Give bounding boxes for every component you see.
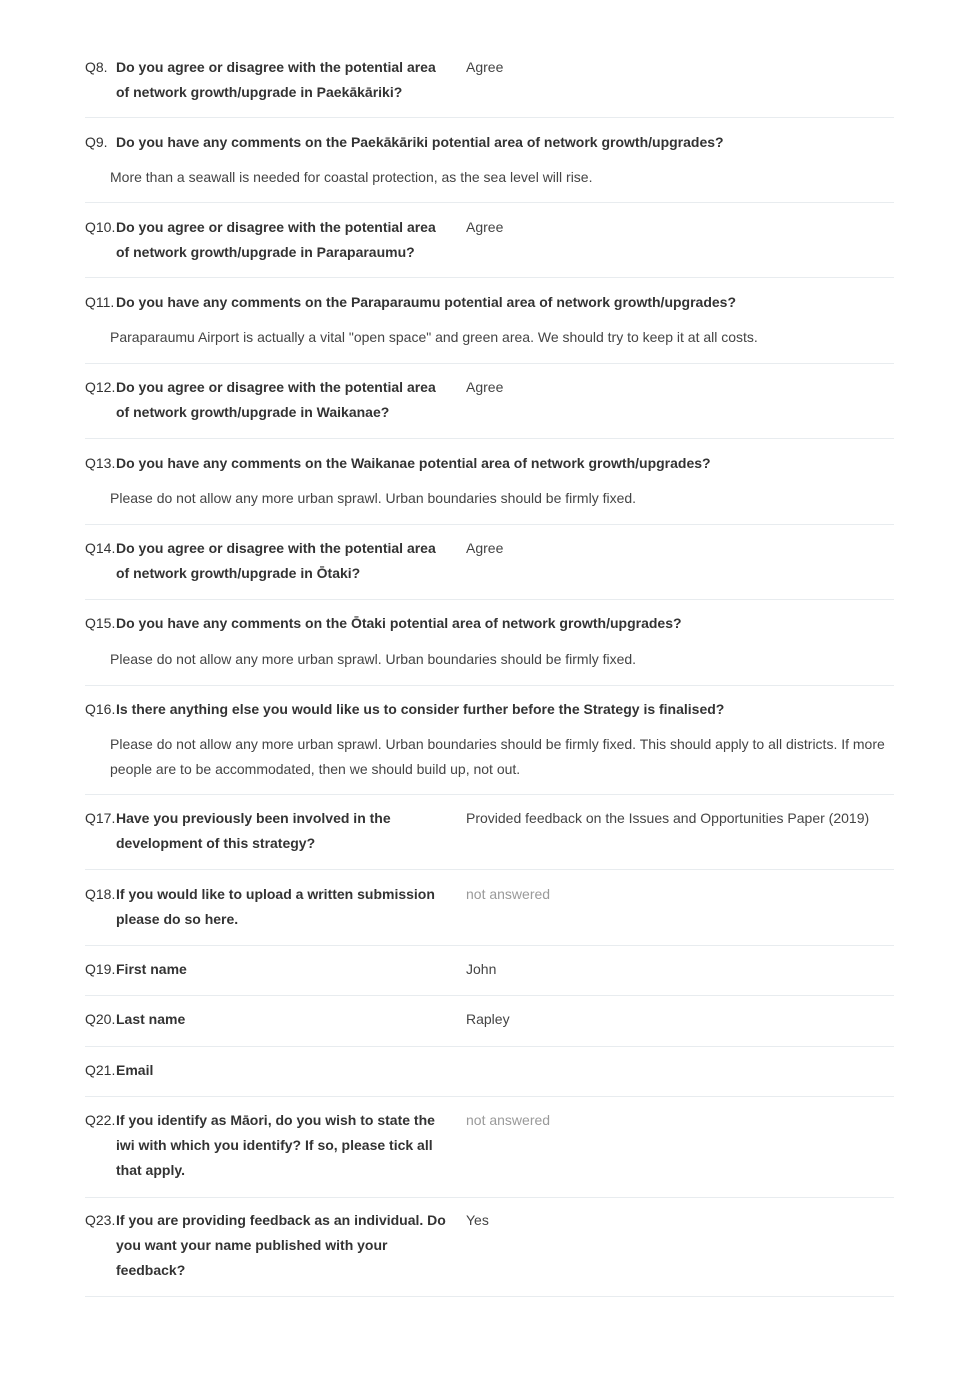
answer-value: John: [466, 961, 497, 977]
answer-value: Agree: [466, 59, 504, 75]
question-number: Q12.: [85, 379, 116, 395]
question-number: Q15.: [85, 615, 116, 631]
answer-comment: Please do not allow any more urban sprawl. Urban boundaries should be firmly fixed.: [110, 490, 637, 506]
question-q13: [85, 451, 894, 525]
question-q11: [85, 290, 894, 364]
question-text: Last name: [116, 1011, 186, 1027]
question-q14: [85, 536, 894, 600]
question-number: Q18.: [85, 886, 116, 902]
answer-comment: Please do not allow any more urban sprawl. Urban boundaries should be firmly fixed. This should apply to all districts. If more people are to be accommodated, then we should build up, not out.: [110, 736, 885, 777]
question-q20: [85, 1007, 894, 1047]
answer-comment: Paraparaumu Airport is actually a vital "open space" and green area. We should try to keep it at all costs.: [110, 329, 758, 345]
answer-value: not answered: [466, 1112, 551, 1128]
question-text: Have you previously been involved in the development of this strategy?: [116, 810, 391, 851]
answer-value: Yes: [466, 1212, 489, 1228]
question-text: Do you have any comments on the Waikanae potential area of network growth/upgrades?: [116, 455, 711, 471]
question-number: Q20.: [85, 1011, 116, 1027]
answer-value: Provided feedback on the Issues and Opportunities Paper (2019): [466, 810, 870, 826]
question-text: First name: [116, 961, 187, 977]
answer-value: Rapley: [466, 1011, 510, 1027]
question-text: If you are providing feedback as an individual. Do you want your name published with your feedback?: [116, 1212, 446, 1278]
question-text: Is there anything else you would like us to consider further before the Strategy is finalised?: [116, 701, 725, 717]
question-q9: [85, 130, 894, 203]
question-q21: [85, 1058, 894, 1097]
question-number: Q10.: [85, 219, 116, 235]
question-number: Q13.: [85, 455, 116, 471]
question-text: Do you agree or disagree with the potential area of network growth/upgrade in Ōtaki?: [116, 540, 436, 581]
question-number: Q17.: [85, 810, 116, 826]
question-number: Q23.: [85, 1212, 116, 1228]
question-text: Do you have any comments on the Paraparaumu potential area of network growth/upgrades?: [116, 294, 737, 310]
question-text: Do you have any comments on the Paekākāriki potential area of network growth/upgrades?: [116, 134, 724, 150]
answer-value: Agree: [466, 219, 504, 235]
question-text: Do you agree or disagree with the potential area of network growth/upgrade in Paekākāriki?: [116, 59, 436, 100]
answer-value: Agree: [466, 379, 504, 395]
question-number: Q16.: [85, 701, 116, 717]
question-number: Q9.: [85, 134, 108, 150]
question-number: Q19.: [85, 961, 116, 977]
question-q8: [85, 55, 894, 118]
question-number: Q8.: [85, 59, 108, 75]
question-number: Q14.: [85, 540, 116, 556]
answer-comment: Please do not allow any more urban sprawl. Urban boundaries should be firmly fixed.: [110, 651, 637, 667]
question-number: Q21.: [85, 1062, 116, 1078]
question-q10: [85, 215, 894, 278]
question-text: Do you agree or disagree with the potential area of network growth/upgrade in Paraparaumu?: [116, 219, 436, 260]
answer-value: not answered: [466, 886, 551, 902]
question-number: Q22.: [85, 1112, 116, 1128]
answer-value: Agree: [466, 540, 504, 556]
question-q19: [85, 957, 894, 996]
question-q17: [85, 806, 894, 870]
question-q18: [85, 882, 894, 946]
question-q23: [85, 1208, 894, 1297]
question-q22: [85, 1108, 894, 1198]
answer-comment: More than a seawall is needed for coastal protection, as the sea level will rise.: [110, 169, 593, 185]
question-text: Do you agree or disagree with the potential area of network growth/upgrade in Waikanae?: [116, 379, 436, 420]
question-q12: [85, 375, 894, 439]
question-text: Do you have any comments on the Ōtaki potential area of network growth/upgrades?: [116, 615, 682, 631]
question-number: Q11.: [85, 294, 115, 310]
question-q16: [85, 697, 894, 795]
question-text: Email: [116, 1062, 154, 1078]
question-text: If you identify as Māori, do you wish to state the iwi with which you identify? If so, please tick all that apply.: [116, 1112, 435, 1178]
question-text: If you would like to upload a written submission please do so here.: [116, 886, 435, 927]
question-q15: [85, 611, 894, 686]
